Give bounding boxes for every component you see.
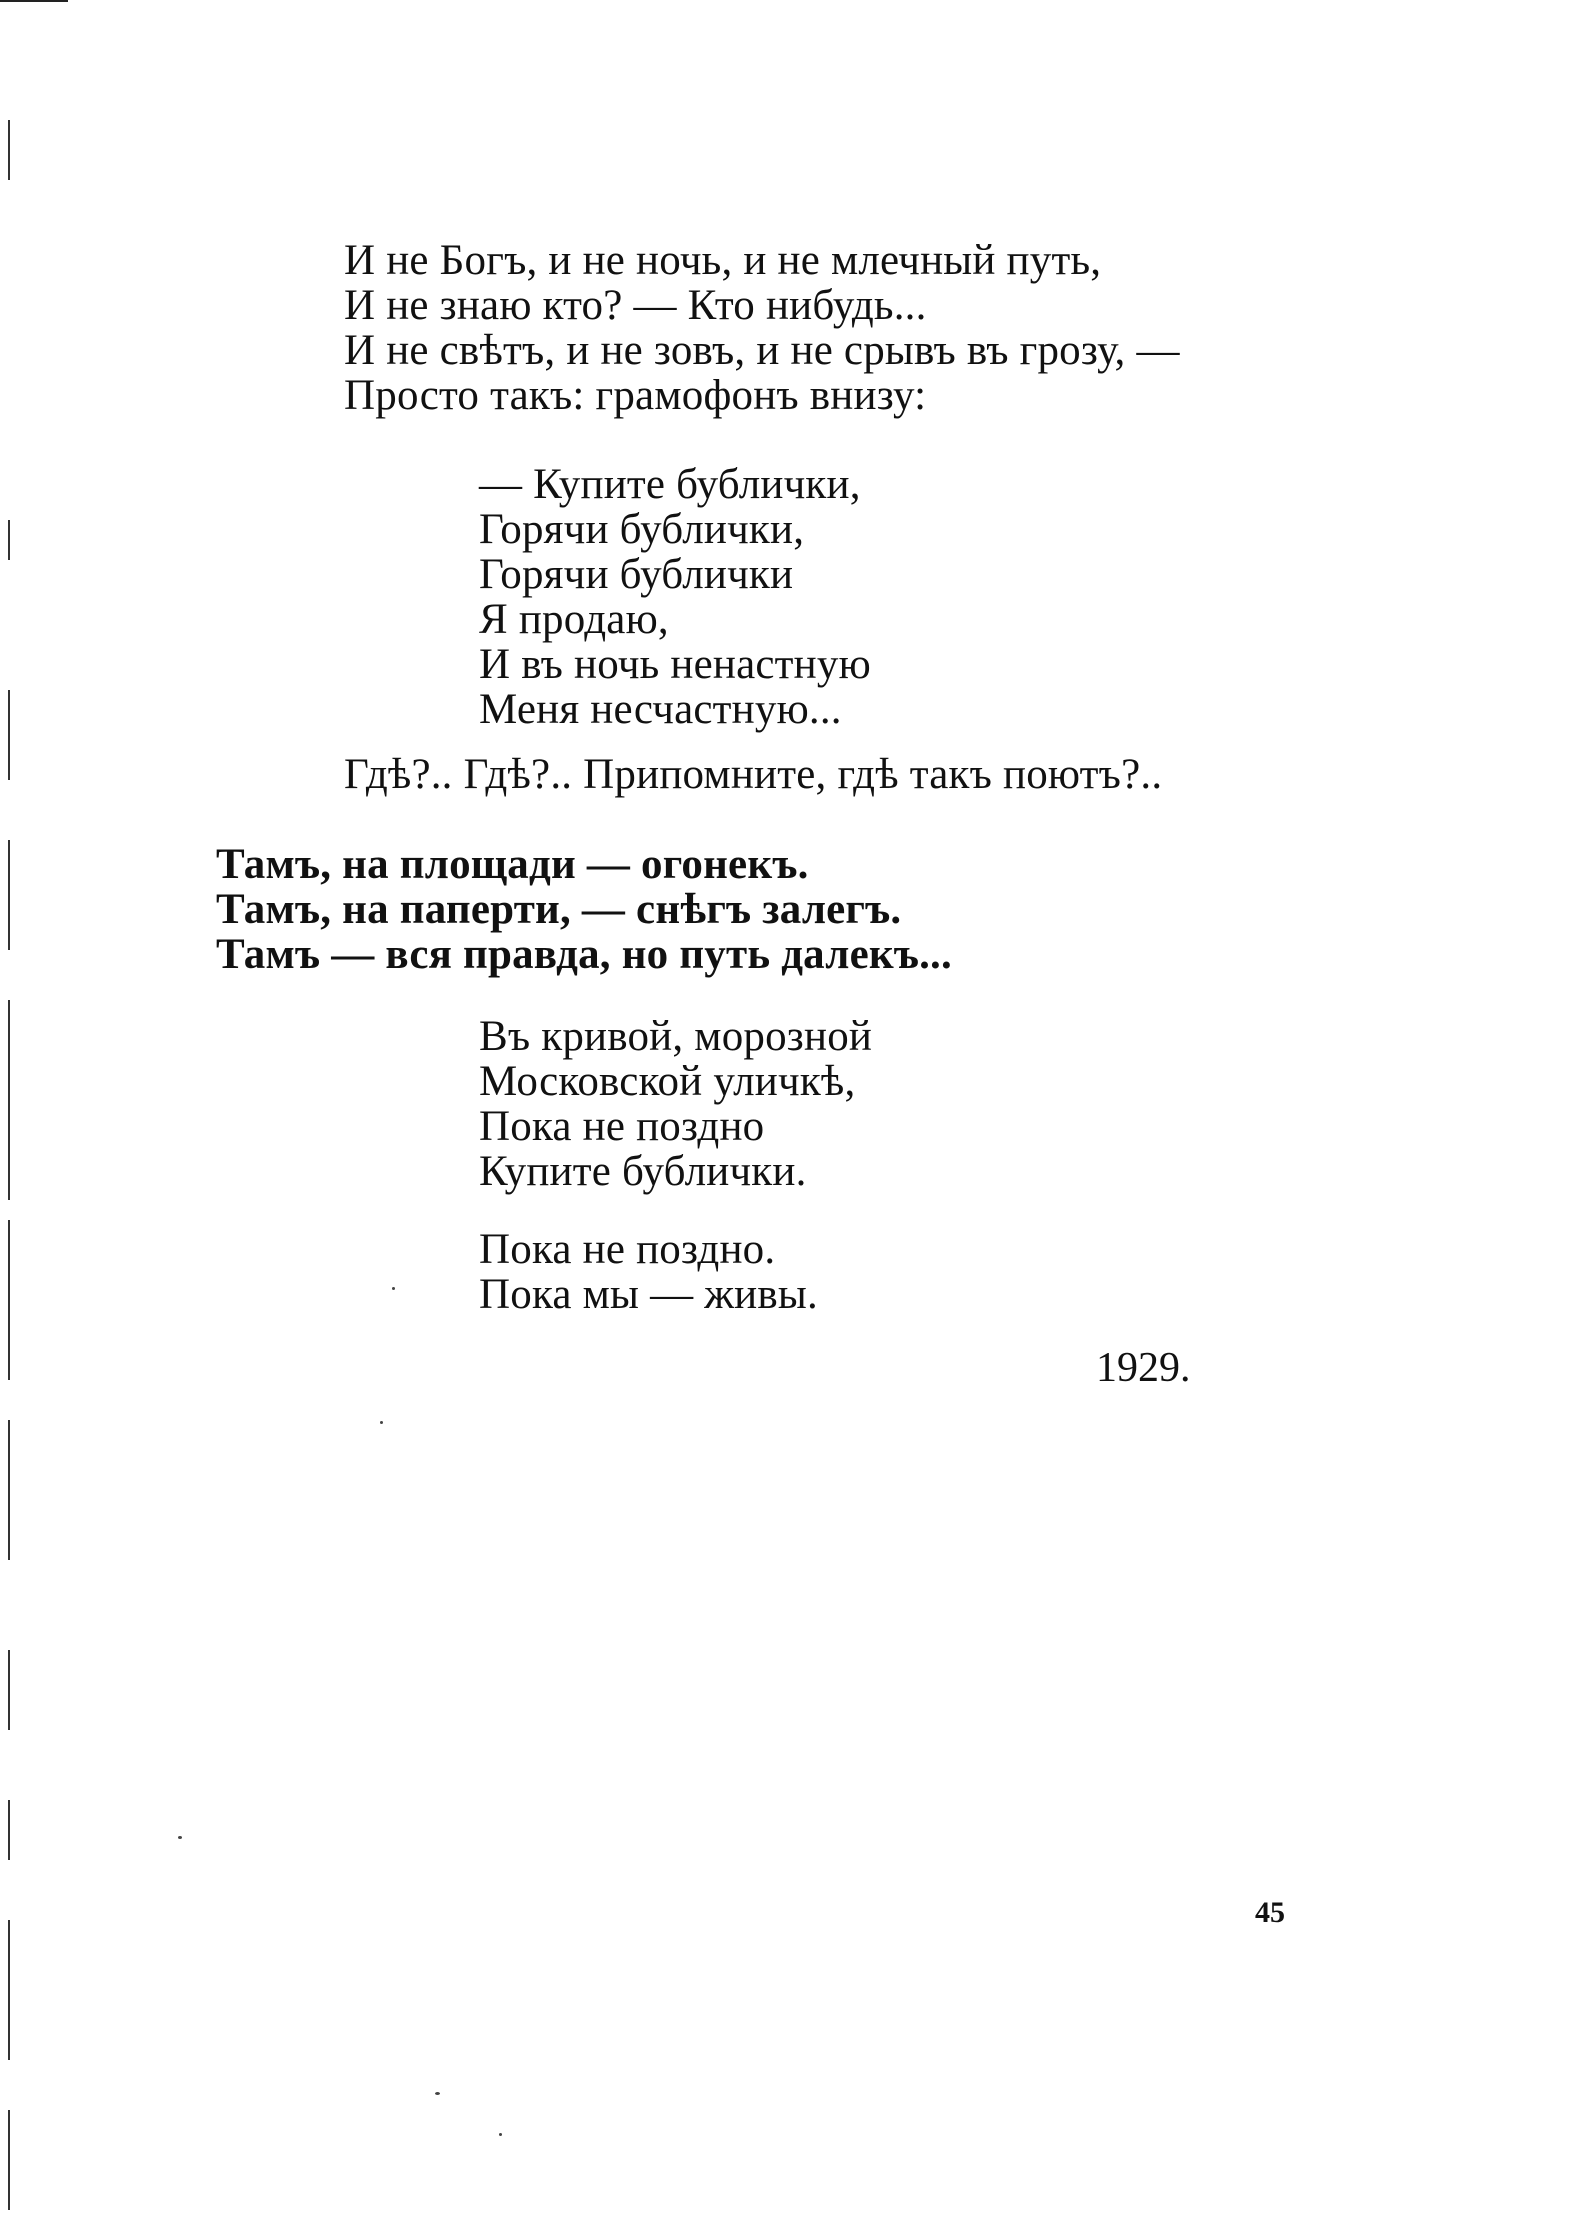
stanza-3 — [216, 842, 952, 977]
scan-edge-marks — [8, 0, 12, 2227]
poem-line: И не Богъ, и не ночь, и не млечный путь, — [344, 237, 1102, 284]
scan-speck — [435, 2092, 440, 2095]
scan-speck — [380, 1421, 383, 1424]
poem-line: Тамъ, на паперти, — снѣгъ залегъ. — [216, 886, 902, 933]
scan-speck — [392, 1287, 395, 1290]
poem-line: Тамъ — вся правда, но путь далекъ... — [216, 931, 952, 978]
poem-line: И не знаю кто? — Кто нибудь... — [344, 282, 927, 329]
stanza-2 — [344, 752, 1162, 797]
poem-date: 1929. — [1096, 1345, 1191, 1391]
scan-speck — [499, 2133, 502, 2136]
poem-line: Пока мы — живы. — [479, 1271, 818, 1318]
poem-line: Меня несчастную... — [479, 686, 842, 733]
scan-speck — [178, 1836, 182, 1839]
poem-line: Просто такъ: грамофонъ внизу: — [344, 372, 927, 419]
poem-line: И въ ночь ненастную — [479, 641, 871, 688]
poem-line: Пока не поздно. — [479, 1226, 776, 1273]
poem-line: Я продаю, — [479, 596, 669, 643]
poem-line: Тамъ, на площади — огонекъ. — [216, 841, 809, 888]
poem-line: Московской уличкѣ, — [479, 1058, 856, 1105]
refrain-3 — [479, 1227, 818, 1317]
poem-line: Горячи бублички — [479, 551, 794, 598]
refrain-1 — [479, 462, 871, 732]
page-number: 45 — [1255, 1896, 1285, 1929]
poem-line: Пока не поздно — [479, 1103, 765, 1150]
stanza-1 — [344, 238, 1180, 418]
poem-line: Купите бублички. — [479, 1148, 807, 1195]
poem-line: И не свѣтъ, и не зовъ, и не срывъ въ грозу, — — [344, 327, 1180, 374]
poem-line: Гдѣ?.. Гдѣ?.. Припомните, гдѣ такъ поютъ?.. — [344, 751, 1163, 798]
refrain-2 — [479, 1014, 872, 1194]
poem-line: — Купите бублички, — [479, 461, 861, 508]
poem-line: Горячи бублички, — [479, 506, 805, 553]
poem-line: Въ кривой, морозной — [479, 1013, 873, 1060]
